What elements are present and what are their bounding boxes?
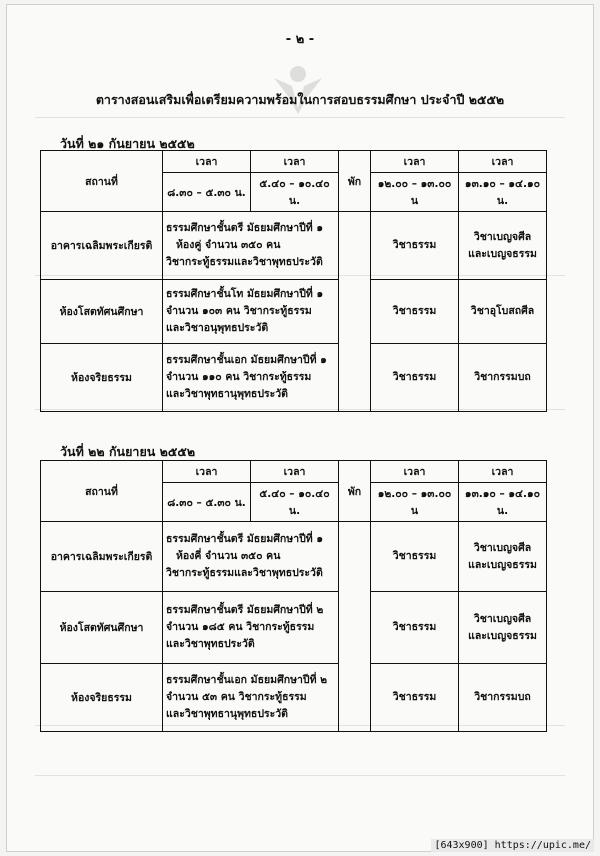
time-slot: ๑๓.๑๐ – ๑๔.๑๐ น. <box>459 173 547 212</box>
class-line: ธรรมศึกษาชั้นเอก มัธยมศึกษาปีที่ ๒ <box>166 674 328 686</box>
header-time: เวลา <box>371 461 459 483</box>
class-line: ห้องคี่ จำนวน ๓๕๐ คน <box>176 550 281 562</box>
page-number: - ๒ - <box>285 32 315 47</box>
class-info-cell <box>163 522 339 592</box>
subject-line: วิชาธรรม <box>392 371 437 383</box>
afternoon2-cell <box>459 212 547 280</box>
header-place: สถานที่ <box>41 461 163 522</box>
subject-line: และเบญจธรรม <box>468 629 537 642</box>
break-column <box>339 212 371 412</box>
header-time: เวลา <box>459 461 547 483</box>
subject-line: วิชากรรมบถ <box>474 691 531 703</box>
class-line: ห้องคู่ จำนวน ๓๕๐ คน <box>176 239 281 251</box>
afternoon1-cell <box>371 344 459 412</box>
header-time: เวลา <box>251 151 339 173</box>
subject-line: วิชาเบญจศีล <box>473 541 532 554</box>
subject-line: วิชากรรมบถ <box>474 371 531 383</box>
header-break: พัก <box>339 151 371 212</box>
header-time: เวลา <box>371 151 459 173</box>
subject-line: วิชาอุโบสถศีล <box>470 305 535 317</box>
class-line: และวิชาพุทธานุพุทธประวัติ <box>166 708 288 720</box>
afternoon1-cell <box>371 212 459 280</box>
place-cell: ห้องจริยธรรม <box>41 344 163 412</box>
class-line: วิชากระทู้ธรรมและวิชาพุทธประวัติ <box>166 256 323 268</box>
afternoon2-cell <box>459 522 547 592</box>
time-slot: ๕.๔๐ – ๑๐.๔๐ น. <box>251 483 339 522</box>
class-info-cell <box>163 212 339 280</box>
header-time: เวลา <box>163 151 251 173</box>
class-info-cell <box>163 592 339 664</box>
header-break: พัก <box>339 461 371 522</box>
class-line: และวิชาพุทธานุพุทธประวัติ <box>166 388 288 400</box>
place-cell: ห้องโสตทัศนศึกษา <box>41 592 163 664</box>
place-cell: อาคารเฉลิมพระเกียรติ <box>41 212 163 280</box>
subject-line: วิชาธรรม <box>392 621 437 633</box>
class-info-cell <box>163 344 339 412</box>
class-line: จำนวน ๕๓ คน วิชากระทู้ธรรม <box>166 691 307 703</box>
time-slot: ๘.๓๐ – ๕.๓๐ น. <box>163 483 251 522</box>
subject-line: และเบญจธรรม <box>468 558 537 571</box>
subject-line: วิชาธรรม <box>392 550 437 562</box>
class-line: ธรรมศึกษาชั้นโท มัธยมศึกษาปีที่ ๑ <box>166 288 324 300</box>
class-line: จำนวน ๑๐๓ คน วิชากระทู้ธรรม <box>166 305 312 317</box>
place-cell: ห้องโสตทัศนศึกษา <box>41 280 163 344</box>
class-line: วิชากระทู้ธรรมและวิชาพุทธประวัติ <box>166 567 323 579</box>
afternoon1-cell <box>371 522 459 592</box>
afternoon1-cell <box>371 592 459 664</box>
table-row <box>41 592 547 664</box>
table-row <box>41 522 547 592</box>
schedule-table-day1 <box>40 150 547 412</box>
afternoon1-cell <box>371 280 459 344</box>
afternoon2-cell <box>459 280 547 344</box>
subject-line: วิชาธรรม <box>392 239 437 251</box>
afternoon2-cell <box>459 344 547 412</box>
break-column <box>339 522 371 732</box>
class-line: ธรรมศึกษาชั้นตรี มัธยมศึกษาปีที่ ๑ <box>166 222 324 234</box>
header-time: เวลา <box>163 461 251 483</box>
afternoon2-cell <box>459 592 547 664</box>
time-slot: ๕.๔๐ – ๑๐.๔๐ น. <box>251 173 339 212</box>
table-row <box>41 280 547 344</box>
class-line: ธรรมศึกษาชั้นตรี มัธยมศึกษาปีที่ ๒ <box>166 604 324 616</box>
class-info-cell <box>163 280 339 344</box>
class-line: ธรรมศึกษาชั้นเอก มัธยมศึกษาปีที่ ๑ <box>166 354 327 366</box>
table-row <box>41 212 547 280</box>
afternoon2-cell <box>459 664 547 732</box>
image-host-tag: [643x900] https://upic.me/ <box>431 839 594 852</box>
class-line: และวิชาอนุพุทธประวัติ <box>166 322 269 334</box>
date-heading-day2: วันที่ ๒๒ กันยายน ๒๕๕๒ <box>60 444 196 459</box>
class-line: และวิชาพุทธประวัติ <box>166 638 255 650</box>
class-info-cell <box>163 664 339 732</box>
time-slot: ๑๓.๑๐ – ๑๔.๑๐ น. <box>459 483 547 522</box>
subject-line: วิชาธรรม <box>392 305 437 317</box>
schedule-table-day2 <box>40 460 547 732</box>
table-row <box>41 344 547 412</box>
class-line: จำนวน ๑๘๕ คน วิชากระทู้ธรรม <box>166 621 315 633</box>
document-title: ตารางสอนเสริมเพื่อเตรียมความพร้อมในการสอบธรรมศึกษา ประจำปี ๒๕๕๒ <box>95 92 505 107</box>
header-time: เวลา <box>251 461 339 483</box>
date-heading-day1: วันที่ ๒๑ กันยายน ๒๕๕๒ <box>60 136 195 151</box>
header-time: เวลา <box>459 151 547 173</box>
class-line: จำนวน ๑๑๐ คน วิชากระทู้ธรรม <box>166 371 312 383</box>
time-slot: ๘.๓๐ – ๕.๓๐ น. <box>163 173 251 212</box>
time-slot: ๑๒.๐๐ – ๑๓.๐๐ น <box>371 173 459 212</box>
place-cell: อาคารเฉลิมพระเกียรติ <box>41 522 163 592</box>
header-place: สถานที่ <box>41 151 163 212</box>
place-cell: ห้องจริยธรรม <box>41 664 163 732</box>
subject-line: และเบญจธรรม <box>468 247 537 260</box>
subject-line: วิชาธรรม <box>392 691 437 703</box>
afternoon1-cell <box>371 664 459 732</box>
table-row <box>41 664 547 732</box>
subject-line: วิชาเบญจศีล <box>473 230 532 243</box>
time-slot: ๑๒.๐๐ – ๑๓.๐๐ น <box>371 483 459 522</box>
class-line: ธรรมศึกษาชั้นตรี มัธยมศึกษาปีที่ ๑ <box>166 533 324 545</box>
subject-line: วิชาเบญจศีล <box>473 612 532 625</box>
